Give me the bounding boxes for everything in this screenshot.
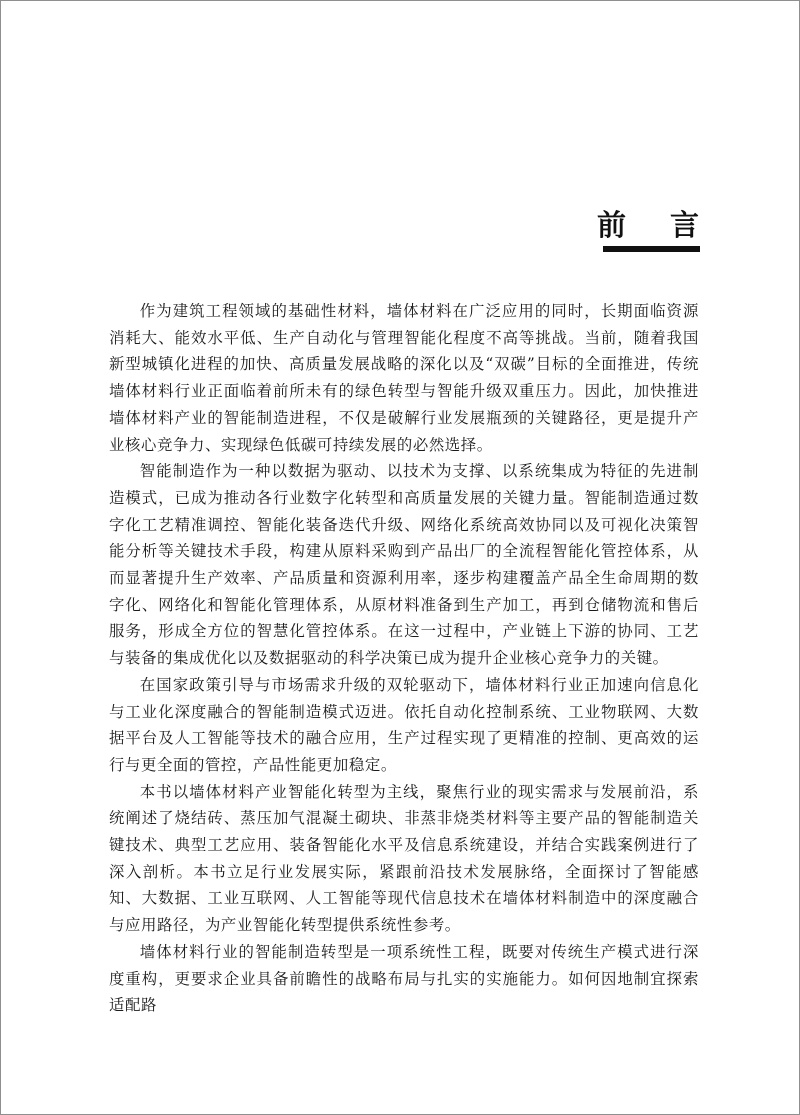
title-char-2: 言 <box>669 208 699 242</box>
page-title <box>597 203 699 244</box>
paragraph-4: 本书以墙体材料产业智能化转型为主线，聚焦行业的现实需求与发展前沿，系统阐述了烧结砖、蒸压加气混凝土砌块、非蒸非烧类材料等主要产品的智能制造关键技术、典型工艺应用、装备智能化水平及信息系统建设，并结合实践案例进行了深入剖析。本书立足行业发展实际，紧跟前沿技术发展脉络，全面探讨了智能感知、大数据、工业互联网、人工智能等现代信息技术在墙体材料制造中的深度融合与应用路径，为产业智能化转型提供系统性参考。 <box>109 782 699 935</box>
title-underline <box>603 246 700 252</box>
title-char-1: 前 <box>596 208 626 242</box>
paragraph-2: 智能制造作为一种以数据为驱动、以技术为支撑、以系统集成为特征的先进制造模式，已成为推动各行业数字化转型和高质量发展的关键力量。智能制造通过数字化工艺精准调控、智能化装备迭代升级、网络化系统高效协同以及可视化决策智能分析等关键技术手段，构建从原料采购到产品出厂的全流程智能化管控体系，从而显著提升生产效率、产品质量和资源利用率，逐步构建覆盖产品全生命周期的数字化、网络化和智能化管理体系，从原材料准备到生产加工，再到仓储物流和售后服务，形成全方位的智慧化管控体系。在这一过程中，产业链上下游的协同、工艺与装备的集成优化以及数据驱动的科学决策已成为提升企业核心竞争力的关键。 <box>109 462 699 668</box>
paragraph-1: 作为建筑工程领域的基础性材料，墙体材料在广泛应用的同时，长期面临资源消耗大、能效水平低、生产自动化与管理智能化程度不高等挑战。当前，随着我国新型城镇化进程的加快、高质量发展战略的深化以及“双碳”目标的全面推进，传统墙体材料行业正面临着前所未有的绿色转型与智能升级双重压力。因此，加快推进墙体材料产业的智能制造进程，不仅是破解行业发展瓶颈的关键路径，更是提升产业核心竞争力、实现绿色低碳可持续发展的必然选择。 <box>109 302 699 454</box>
paragraph-5: 墙体材料行业的智能制造转型是一项系统性工程，既要对传统生产模式进行深度重构，更要求企业具备前瞻性的战略布局与扎实的实施能力。如何因地制宜探索适配路 <box>109 942 699 1015</box>
book-page <box>1 1 799 1114</box>
paragraph-3: 在国家政策引导与市场需求升级的双轮驱动下，墙体材料行业正加速向信息化与工业化深度融合的智能制造模式迈进。依托自动化控制系统、工业物联网、大数据平台及人工智能等技术的融合应用，生产过程实现了更精准的控制、更高效的运行与更全面的管控，产品性能更加稳定。 <box>109 675 699 774</box>
body-text <box>109 298 699 1019</box>
